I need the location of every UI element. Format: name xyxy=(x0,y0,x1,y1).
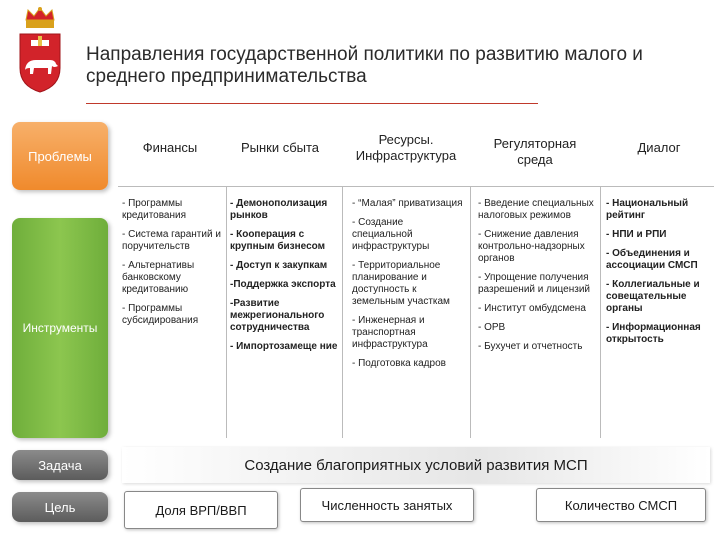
list-item: - Программы кредитования xyxy=(122,198,187,221)
row-label-tools: Инструменты xyxy=(12,218,108,438)
list-item: - НПИ и РПИ xyxy=(606,229,667,240)
list-item: - Упрощение получения разрешений и лицензий xyxy=(478,272,591,295)
list-item: -Поддержка экспорта xyxy=(230,279,336,290)
column-markets xyxy=(230,198,340,360)
list-item: - Демонополизация рынков xyxy=(230,198,328,221)
column-regulatory xyxy=(478,198,598,360)
list-item: - Импортозамеще ние xyxy=(230,341,338,352)
row-label-problems: Проблемы xyxy=(12,122,108,190)
perm-krai-emblem xyxy=(14,6,66,94)
list-item: - Программы субсидирования xyxy=(122,303,199,326)
goal-box-employment: Численность занятых xyxy=(300,488,474,522)
list-item: - Национальный рейтинг xyxy=(606,198,689,221)
list-item: -Развитие межрегионального сотрудничества xyxy=(230,298,325,333)
list-item: - Институт омбудсмена xyxy=(478,303,586,314)
list-item: - Инженерная и транспортная инфраструктура xyxy=(352,315,428,350)
list-item: - Территориальное планирование и доступность к земельным участкам xyxy=(352,260,450,307)
row-label-task: Задача xyxy=(12,450,108,480)
list-item: - Введение специальных налоговых режимов xyxy=(478,198,594,221)
list-item: - Система гарантий и поручительств xyxy=(122,229,221,252)
list-item: - Подготовка кадров xyxy=(352,358,446,369)
header-divider xyxy=(118,186,714,187)
column-header-finance: Финансы xyxy=(142,140,198,155)
list-item: - Объединения и ассоциации СМСП xyxy=(606,248,698,271)
title-underline xyxy=(86,103,538,104)
goal-box-sme-count: Количество СМСП xyxy=(536,488,706,522)
row-label-goal: Цель xyxy=(12,492,108,522)
column-header-markets: Рынки сбыта xyxy=(240,140,320,155)
list-item: - Создание специальной инфраструктуры xyxy=(352,217,430,252)
column-divider xyxy=(470,186,471,438)
column-divider xyxy=(342,186,343,438)
column-divider xyxy=(600,186,601,438)
list-item: - Снижение давления контрольно-надзорных органов xyxy=(478,229,585,264)
list-item: - ОРВ xyxy=(478,322,506,333)
page-title: Направления государственной политики по развитию малого и среднего предпринимательства xyxy=(86,44,643,87)
column-finance xyxy=(122,198,224,334)
column-header-regulatory: Регуляторная среда xyxy=(493,136,577,167)
list-item: - Альтернативы банковскому кредитованию xyxy=(122,260,195,295)
task-statement: Создание благоприятных условий развития МСП xyxy=(122,447,710,483)
column-divider xyxy=(226,186,227,438)
list-item: - “Малая” приватизация xyxy=(352,198,463,209)
column-dialog xyxy=(606,198,716,353)
list-item: - Коллегиальные и совещательные органы xyxy=(606,279,700,314)
goal-box-grp-share: Доля ВРП/ВВП xyxy=(124,491,278,529)
list-item: - Кооперация с крупным бизнесом xyxy=(230,229,326,252)
column-header-dialog: Диалог xyxy=(637,140,681,155)
list-item: - Доступ к закупкам xyxy=(230,260,328,271)
list-item: - Информационная открытость xyxy=(606,322,701,345)
column-resources xyxy=(352,198,464,377)
list-item: - Бухучет и отчетность xyxy=(478,341,583,352)
column-header-resources: Ресурсы. Инфраструктура xyxy=(355,132,457,163)
